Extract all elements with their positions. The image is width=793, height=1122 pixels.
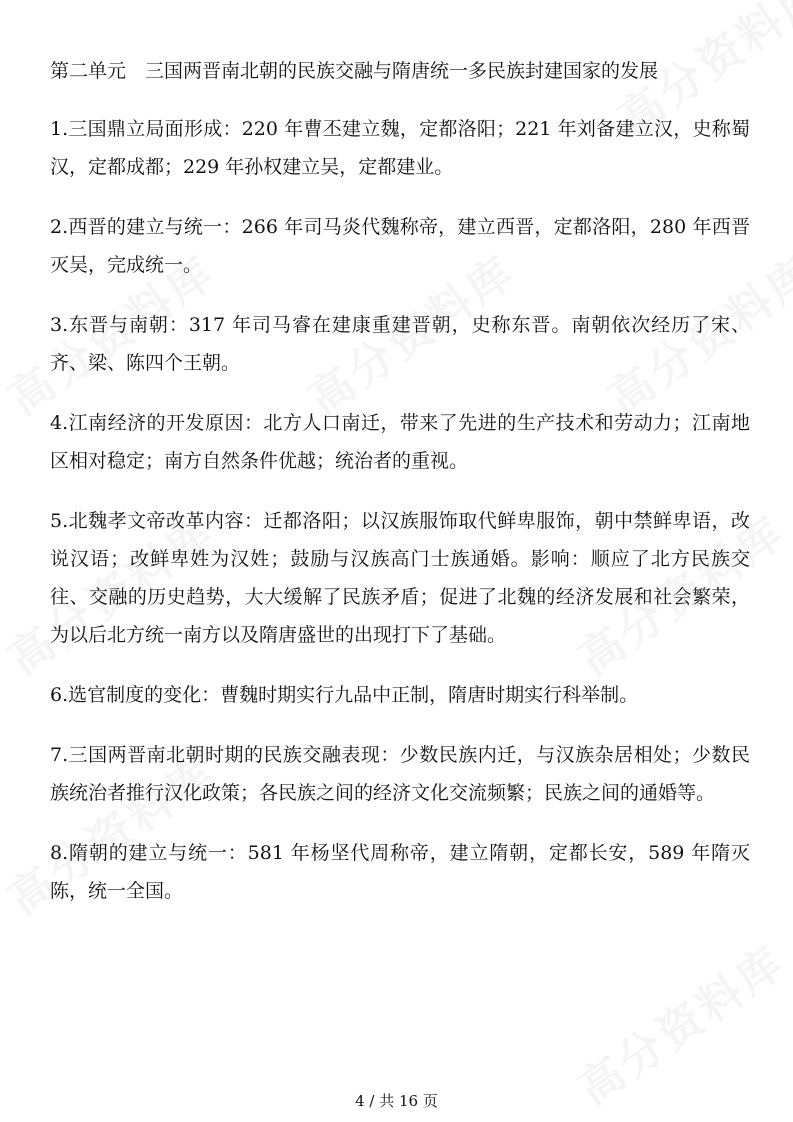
list-item: [50, 676, 750, 714]
item-text: 三国鼎立局面形成：220 年曹丕建立魏，定都洛阳；221 年刘备建立汉，史称蜀汉，定都成都；229 年孙权建立吴，定都建业。: [50, 118, 750, 178]
item-number: 1.: [50, 118, 69, 140]
document-page: [50, 52, 750, 932]
item-text: 东晋与南朝：317 年司马睿在建康重建晋朝，史称东晋。南朝依次经历了宋、齐、梁、陈四个王朝。: [50, 314, 750, 374]
item-number: 2.: [50, 216, 69, 238]
watermark: [563, 927, 793, 1117]
item-number: 4.: [50, 412, 69, 434]
list-item: [50, 208, 750, 284]
list-item: [50, 834, 750, 910]
item-number: 7.: [50, 744, 69, 766]
item-number: 5.: [50, 510, 69, 532]
item-text: 西晋的建立与统一：266 年司马炎代魏称帝，建立西晋，定都洛阳，280 年西晋灭吴，完成统一。: [50, 216, 750, 276]
list-item: [50, 404, 750, 480]
list-item: [50, 306, 750, 382]
item-text: 北魏孝文帝改革内容：迁都洛阳；以汉族服饰取代鲜卑服饰，朝中禁鲜卑语，改说汉语；改鲜卑姓为汉姓；鼓励与汉族高门士族通婚。影响：顺应了北方民族交往、交融的历史趋势，大大缓解了民族矛盾；促进了北魏的经济发展和社会繁荣，为以后北方统一南方以及隋唐盛世的出现打下了基础。: [50, 510, 750, 646]
list-item: [50, 736, 750, 812]
section-title: 第二单元 三国两晋南北朝的民族交融与隋唐统一多民族封建国家的发展: [50, 60, 659, 82]
page-number: 4 / 共 16 页: [355, 1092, 438, 1110]
item-number: 6.: [50, 684, 69, 706]
item-number: 8.: [50, 842, 69, 864]
item-text: 隋朝的建立与统一：581 年杨坚代周称帝，建立隋朝，定都长安，589 年隋灭陈，统一全国。: [50, 842, 750, 902]
item-text: 选官制度的变化：曹魏时期实行九品中正制，隋唐时期实行科举制。: [68, 684, 639, 706]
item-text: 三国两晋南北朝时期的民族交融表现：少数民族内迁，与汉族杂居相处；少数民族统治者推行汉化政策；各民族之间的经济文化交流频繁；民族之间的通婚等。: [50, 744, 750, 804]
list-item: [50, 110, 750, 186]
list-item: [50, 502, 750, 654]
item-number: 3.: [50, 314, 69, 336]
item-text: 江南经济的开发原因：北方人口南迁，带来了先进的生产技术和劳动力；江南地区相对稳定；南方自然条件优越；统治者的重视。: [50, 412, 750, 472]
